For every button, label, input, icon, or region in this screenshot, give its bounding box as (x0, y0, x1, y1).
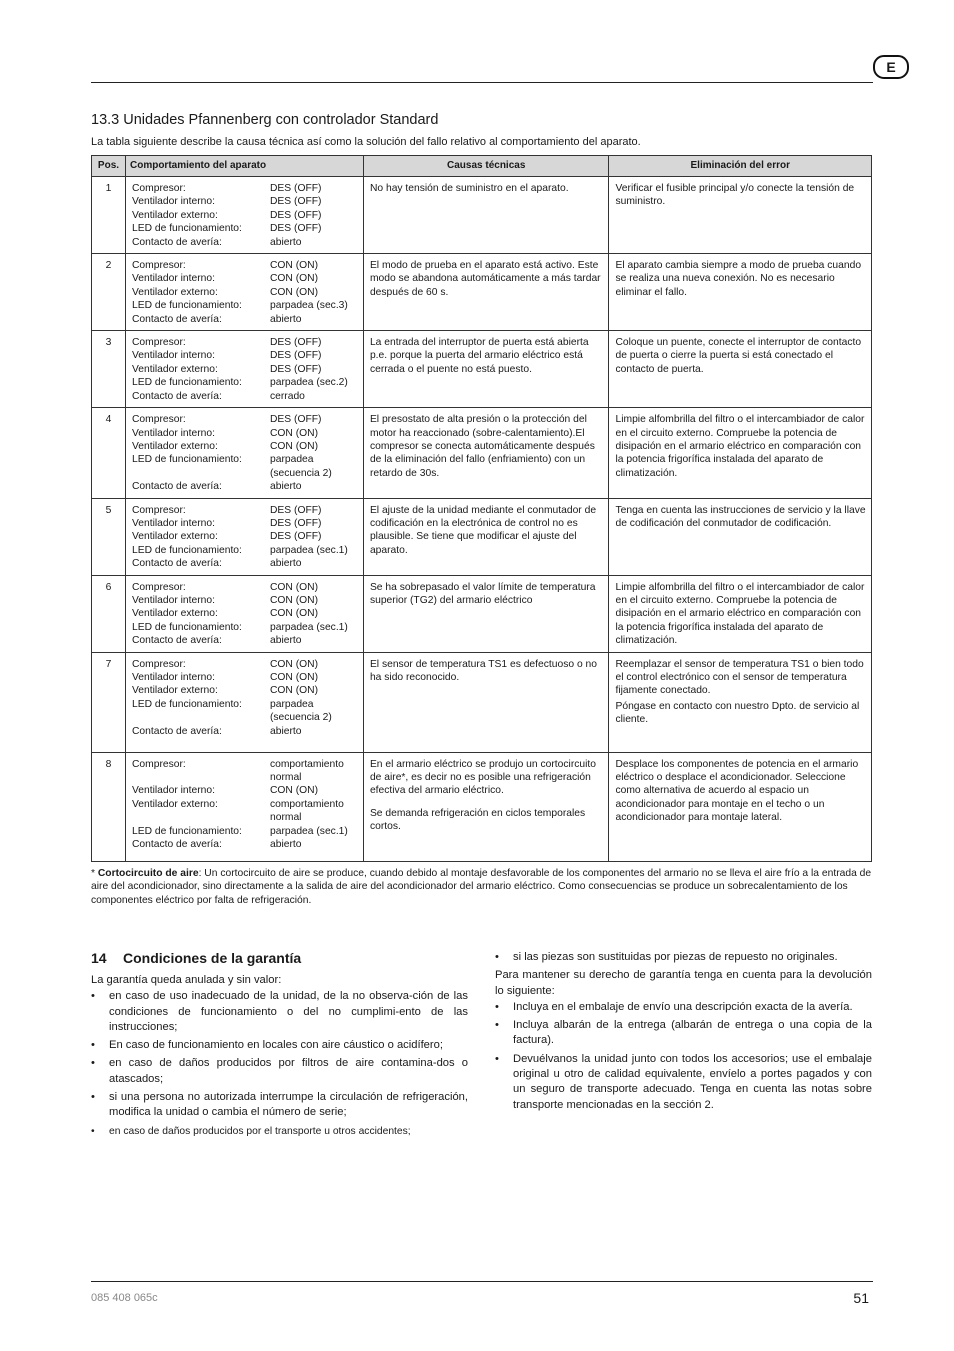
row-cause (363, 177, 609, 254)
behavior-value: CON (ON) (269, 260, 319, 272)
behavior-value: (secuencia 2) (269, 467, 332, 479)
row-behavior (125, 752, 363, 861)
fix-text: Limpie alfombrilla del filtro o el intercambiador de calor en el circuito externo. Compruebe la potencia de disipación en el armario eléctrico en comparación con la potencia frigorífica instalada del aparato de climatización. (615, 581, 865, 647)
section-title: 13.3 Unidades Pfannenberg con controlador Standard (91, 112, 439, 128)
behavior-value: CON (ON) (269, 594, 319, 606)
behavior-label: Ventilador interno: (131, 672, 215, 683)
behavior-label: Contacto de avería: (131, 558, 222, 570)
cause-text-extra: Se demanda refrigeración en ciclos temporales cortos. (369, 807, 586, 833)
row-fix (609, 408, 872, 498)
table-row (92, 408, 872, 498)
footnote-term: Cortocircuito de aire (97, 868, 199, 879)
row-cause (363, 575, 609, 652)
behavior-label: Contacto de avería: (131, 481, 222, 493)
row-behavior (125, 652, 363, 752)
behavior-label: Compresor: (131, 758, 186, 770)
table-row (92, 331, 872, 408)
list-item: • Devuélvanos la unidad junto con todos los accesorios; use el embalaje original u otro de calidad equivalente, envíelo a portes pagados y con un seguro de transporte adecuado. Tenga en cuenta las notas sobre transporte mencionadas en la sección 2. (495, 1052, 872, 1113)
warranty-intro: La garantía queda anulada y sin valor: (91, 974, 282, 986)
table-row (92, 575, 872, 652)
row-cause (363, 752, 609, 861)
behavior-value: DES (OFF) (269, 504, 322, 516)
behavior-value: CON (ON) (269, 608, 319, 620)
behavior-value: parpadea (sec.2) (269, 377, 348, 389)
warranty-number: 14 (91, 950, 107, 966)
header-rule (91, 82, 873, 83)
section-intro: La tabla siguiente describe la causa técnica así como la solución del fallo relativo al comportamiento del aparato. (91, 136, 641, 148)
list-item: • en caso de daños producidos por el transporte u otros accidentes; (91, 1124, 468, 1139)
behavior-label: Compresor: (131, 183, 186, 194)
row-behavior (125, 498, 363, 575)
behavior-value: comportamiento (269, 798, 344, 810)
footer-rule (91, 1281, 873, 1282)
behavior-value: abierto (269, 725, 302, 737)
behavior-value: parpadea (sec.3) (269, 300, 348, 312)
footnote-star: * (91, 868, 98, 879)
row-fix (609, 498, 872, 575)
behavior-label: Ventilador interno: (131, 517, 215, 529)
behavior-label: Ventilador externo: (131, 685, 218, 697)
row-cause (363, 254, 609, 331)
fix-text-extra: Póngase en contacto con nuestro Dpto. de servicio al cliente. (615, 700, 860, 726)
list-item: • En caso de funcionamiento en locales con aire cáustico o acidífero; (91, 1038, 468, 1053)
behavior-label: Ventilador interno: (131, 273, 215, 285)
row-behavior (125, 331, 363, 408)
behavior-value: abierto (269, 481, 302, 493)
row-pos: 1 (92, 177, 126, 254)
table-row (92, 652, 872, 752)
row-pos: 6 (92, 575, 126, 652)
behavior-value: parpadea (269, 454, 314, 466)
behavior-value: abierto (269, 236, 302, 248)
document-number: 085 408 065c (91, 1292, 158, 1304)
behavior-label: LED de funcionamiento: (131, 698, 242, 710)
behavior-label: Ventilador interno: (131, 785, 215, 797)
behavior-value: cerrado (269, 390, 305, 402)
table-row (92, 498, 872, 575)
list-item: • si las piezas son sustituidas por piezas de repuesto no originales. (495, 950, 872, 965)
row-fix (609, 254, 872, 331)
footnote-text: : Un cortocircuito de aire se produce, cuando debido al montaje desfavorable de los componentes del armario no se lleva el aire frío a la entrada de aire del acondicionador, sino directamente a la salida de aire del acondicionador del armario eléctrico. Como consecuencias se produce un sobrecalentamiento de los componentes eléctrico por falta de refrigeración. (91, 868, 872, 906)
warranty-right-column (495, 950, 872, 1116)
row-pos: 4 (92, 408, 126, 498)
footnote (91, 867, 872, 907)
list-item: • en caso de daños producidos por filtros de aire contamina-dos o atascados; (91, 1056, 468, 1087)
table-header-row (92, 156, 872, 177)
behavior-value: DES (OFF) (269, 363, 322, 375)
row-cause (363, 652, 609, 752)
behavior-label: Ventilador externo: (131, 531, 218, 543)
behavior-label: Compresor: (131, 504, 186, 516)
behavior-label: Contacto de avería: (131, 635, 222, 647)
fix-text: Limpie alfombrilla del filtro o el intercambiador de calor en el circuito externo. Compruebe la potencia de disipación en el armario eléctrico en comparación con la potencia frigorífica instalada del aparato de climatización. (615, 414, 865, 479)
behavior-label: Contacto de avería: (131, 236, 222, 248)
row-pos: 3 (92, 331, 126, 408)
behavior-value: CON (ON) (269, 273, 319, 285)
row-behavior (125, 254, 363, 331)
list-item: • en caso de uso inadecuado de la unidad, de la no observa-ción de las condiciones de funcionamiento o del no cumplimi-ento de las instrucciones; (91, 989, 468, 1035)
behavior-label: Ventilador interno: (131, 350, 215, 362)
warranty-left-list (91, 989, 468, 1139)
row-cause (363, 408, 609, 498)
behavior-label: Ventilador externo: (131, 440, 218, 452)
cause-text: El modo de prueba en el aparato está activo. Este modo se abandona automáticamente a más tardar después de 60 s. (369, 260, 601, 298)
behavior-value: CON (ON) (269, 685, 319, 697)
page-number: 51 (853, 1290, 869, 1306)
behavior-value: abierto (269, 839, 302, 851)
list-item: • si una persona no autorizada interrumpe la circulación de refrigeración, modifica la unidad o cambia el número de serie; (91, 1090, 468, 1121)
warranty-heading (91, 950, 301, 966)
behavior-value: CON (ON) (269, 672, 319, 683)
warranty-title: Condiciones de la garantía (123, 950, 302, 966)
behavior-label: Ventilador externo: (131, 286, 218, 298)
behavior-value: CON (ON) (269, 427, 319, 439)
header-cause: Causas técnicas (363, 156, 609, 177)
warranty-left-column (91, 973, 468, 1142)
behavior-label: Compresor: (131, 658, 186, 670)
behavior-label: Contacto de avería: (131, 725, 222, 737)
behavior-label: Compresor: (131, 414, 186, 426)
behavior-label: Contacto de avería: (131, 839, 222, 851)
cause-text: El presostato de alta presión o la protección del motor ha reaccionado (sobre-calentamiento).El compresor se conecta automáticamente después de la eliminación del fallo (enfriamiento) con un retardo de 30s. (369, 414, 595, 479)
behavior-value: CON (ON) (269, 286, 319, 298)
behavior-value: DES (OFF) (269, 517, 322, 529)
list-item: • Incluya albarán de la entrega (albarán de entrega o una copia de la factura). (495, 1018, 872, 1049)
row-fix (609, 652, 872, 752)
behavior-label: Ventilador externo: (131, 608, 218, 620)
cause-text: La entrada del interruptor de puerta está abierta p.e. porque la puerta del armario eléctrico está cerrada o el puente no está puesto. (369, 337, 589, 375)
cause-text: En el armario eléctrico se produjo un cortocircuito de aire*, es decir no es posible una refrigeración efectiva del armario eléctrico. (369, 758, 597, 797)
behavior-label: Ventilador externo: (131, 363, 218, 375)
behavior-value: parpadea (sec.1) (269, 825, 348, 837)
behavior-label: Ventilador interno: (131, 427, 215, 439)
fix-text: Desplace los componentes de potencia en el armario eléctrico o desplace el acondicionador. Seleccione como alternativa de acuerdo al espacio un acondicionador para montaje en el techo o un acondicionador para montaje lateral. (615, 758, 859, 824)
behavior-value: CON (ON) (269, 658, 319, 670)
fix-text: Verificar el fusible principal y/o conecte la tensión de suministro. (615, 183, 855, 208)
language-badge: E (873, 55, 909, 79)
fix-text: Coloque un puente, conecte el interruptor de contacto de puerta o cierre la puerta si está conectado el contacto de puerta. (615, 337, 862, 375)
behavior-value: abierto (269, 635, 302, 647)
behavior-label: Compresor: (131, 337, 186, 349)
row-pos: 7 (92, 652, 126, 752)
behavior-label: Compresor: (131, 260, 186, 272)
behavior-value: DES (OFF) (269, 223, 322, 235)
behavior-label: LED de funcionamiento: (131, 377, 242, 389)
behavior-label: LED de funcionamiento: (131, 825, 242, 837)
row-behavior (125, 575, 363, 652)
fix-text: El aparato cambia siempre a modo de prueba cuando se realiza una nueva conexión. No es necesario eliminar el fallo. (615, 260, 862, 298)
row-fix (609, 575, 872, 652)
behavior-value: parpadea (269, 698, 314, 710)
cause-text: Se ha sobrepasado el valor límite de temperatura superior (TG2) del armario eléctrico (369, 581, 596, 606)
behavior-value: DES (OFF) (269, 209, 322, 221)
behavior-value: CON (ON) (269, 440, 319, 452)
list-item: • Incluya en el embalaje de envío una descripción exacta de la avería. (495, 1000, 872, 1015)
behavior-label: LED de funcionamiento: (131, 621, 242, 633)
behavior-label: LED de funcionamiento: (131, 544, 242, 556)
behavior-value: abierto (269, 558, 302, 570)
row-fix (609, 752, 872, 861)
behavior-label: Contacto de avería: (131, 390, 222, 402)
row-fix (609, 177, 872, 254)
behavior-value: DES (OFF) (269, 350, 322, 362)
behavior-value: abierto (269, 313, 302, 325)
behavior-label (132, 811, 270, 824)
behavior-value: parpadea (sec.1) (269, 621, 348, 633)
header-pos: Pos. (92, 156, 126, 177)
header-behavior: Comportamiento del aparato (125, 156, 363, 177)
row-pos: 5 (92, 498, 126, 575)
behavior-value: DES (OFF) (269, 196, 322, 208)
behavior-label: Ventilador interno: (131, 196, 215, 208)
behavior-label: LED de funcionamiento: (131, 300, 242, 312)
behavior-value: DES (OFF) (269, 414, 322, 426)
behavior-label: LED de funcionamiento: (131, 223, 242, 235)
behavior-value: parpadea (sec.1) (269, 544, 348, 556)
row-pos: 2 (92, 254, 126, 331)
table-row (92, 177, 872, 254)
row-fix (609, 331, 872, 408)
behavior-label: LED de funcionamiento: (131, 454, 242, 466)
cause-text: El ajuste de la unidad mediante el conmutador de codificación en la electrónica de control no es plausible. Se tiene que modificar el ajuste del aparato. (369, 504, 597, 556)
behavior-label: Contacto de avería: (131, 313, 222, 325)
row-behavior (125, 408, 363, 498)
row-behavior (125, 177, 363, 254)
behavior-label: Compresor: (131, 581, 186, 593)
behavior-value: normal (269, 812, 302, 824)
behavior-label: Ventilador externo: (131, 798, 218, 810)
behavior-value: DES (OFF) (269, 337, 322, 349)
warranty-right-first-list (495, 950, 872, 965)
table-row (92, 752, 872, 861)
cause-text: El sensor de temperatura TS1 es defectuoso o no ha sido reconocido. (369, 658, 597, 683)
behavior-value: DES (OFF) (269, 183, 322, 194)
row-cause (363, 498, 609, 575)
row-pos: 8 (92, 752, 126, 861)
behavior-label (132, 711, 270, 724)
warranty-right-list (495, 1000, 872, 1113)
behavior-label: Ventilador interno: (131, 594, 215, 606)
behavior-label (132, 467, 270, 480)
behavior-value: normal (269, 772, 302, 783)
header-fix: Eliminación del error (609, 156, 872, 177)
cause-text: No hay tensión de suministro en el aparato. (369, 183, 569, 194)
behavior-value: CON (ON) (269, 785, 319, 797)
behavior-label: Ventilador externo: (131, 209, 218, 221)
warranty-return-intro: Para mantener su derecho de garantía tenga en cuenta para la devolución lo siguiente: (495, 969, 872, 997)
fix-text: Reemplazar el sensor de temperatura TS1 o bien todo el control electrónico con el sensor de temperatura fijamente conectado. (615, 658, 864, 697)
behavior-value: CON (ON) (269, 581, 319, 593)
behavior-label (132, 771, 270, 784)
row-cause (363, 331, 609, 408)
troubleshooting-table (91, 155, 872, 862)
behavior-value: comportamiento (269, 758, 344, 770)
behavior-value: (secuencia 2) (269, 712, 332, 724)
behavior-value: DES (OFF) (269, 531, 322, 543)
fix-text: Tenga en cuenta las instrucciones de servicio y la llave de codificación del conmutador de codificación. (615, 504, 866, 529)
table-row (92, 254, 872, 331)
